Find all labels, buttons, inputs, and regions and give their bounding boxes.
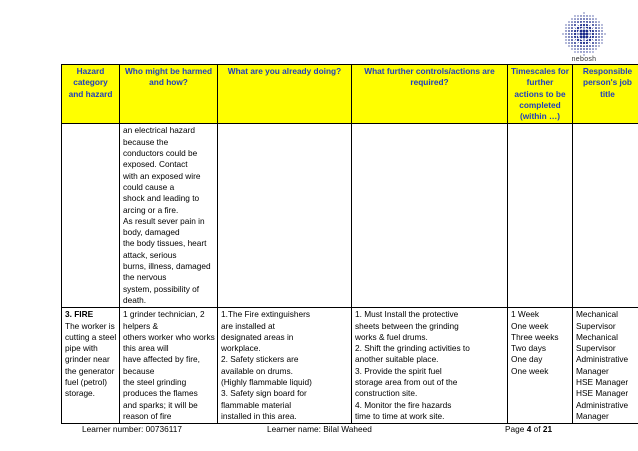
text-line: As result sever pain in xyxy=(123,215,205,226)
text-line: One day xyxy=(511,354,543,365)
cell-timescales xyxy=(508,308,573,424)
cell-already-doing xyxy=(218,124,352,308)
text-line: shock and leading to xyxy=(123,193,200,204)
text-line: the body tissues, heart xyxy=(123,238,207,249)
text-line: cutting a steel xyxy=(65,331,117,342)
text-line: the nervous xyxy=(123,272,167,283)
text-line: Supervisor xyxy=(576,320,616,331)
text-line: 1 grinder technician, 2 xyxy=(123,309,205,320)
hazard-title: 3. FIRE xyxy=(65,309,94,320)
text-line: 1 Week xyxy=(511,309,539,320)
text-line: (Highly flammable liquid) xyxy=(221,377,312,388)
cell-who-harmed xyxy=(120,308,218,424)
text-line: sheets between the grinding xyxy=(355,320,459,331)
table-row xyxy=(62,124,638,308)
text-line: Manager xyxy=(576,410,609,421)
text-line: this area will xyxy=(123,343,169,354)
text-line: and sparks; it will be xyxy=(123,399,198,410)
table-header-row xyxy=(62,65,638,124)
text-line: an electrical hazard xyxy=(123,125,195,136)
text-line: others worker who works xyxy=(123,331,215,342)
footer-learner-name: Learner name: Bilal Waheed xyxy=(267,424,372,434)
text-line: the steel grinding xyxy=(123,377,187,388)
text-line: One week xyxy=(511,365,549,376)
text-line: One week xyxy=(511,320,549,331)
text-line: time to time at work site. xyxy=(355,410,445,421)
footer-page-number: Page 4 of 21 xyxy=(505,424,553,434)
text-line: system, possibility of xyxy=(123,283,200,294)
text-line: have affected by fire, xyxy=(123,354,200,365)
text-line: 2. Safety stickers are xyxy=(221,354,299,365)
text-line: The worker is xyxy=(65,320,115,331)
text-line: exposed. Contact xyxy=(123,159,188,170)
text-line: because the xyxy=(123,136,169,147)
header-further-controls: What further controls/actions are required? xyxy=(352,65,508,124)
text-line: the generator xyxy=(65,365,115,376)
text-line: works & fuel drums. xyxy=(355,331,428,342)
text-line: available on drums. xyxy=(221,365,293,376)
text-line: death. xyxy=(123,294,147,305)
text-line: 1.The Fire extinguishers xyxy=(221,309,311,320)
text-line: could cause a xyxy=(123,181,175,192)
text-line: installed in this area. xyxy=(221,410,297,421)
cell-further-controls xyxy=(352,124,508,308)
text-line: helpers & xyxy=(123,320,159,331)
text-line: Mechanical xyxy=(576,331,618,342)
text-line: flammable material xyxy=(221,399,292,410)
text-line: Two days xyxy=(511,343,547,354)
cell-responsible xyxy=(573,308,638,424)
text-line: are installed at xyxy=(221,320,275,331)
table-row xyxy=(62,308,638,424)
text-line: pipe with xyxy=(65,343,98,354)
text-line: Manager xyxy=(576,365,609,376)
cell-already-doing xyxy=(218,308,352,424)
text-line: another suitable place. xyxy=(355,354,439,365)
text-line: HSE Manager xyxy=(576,377,629,388)
footer-learner-number: Learner number: 00736117 xyxy=(82,424,182,434)
text-line: 4. Monitor the fire hazards xyxy=(355,399,452,410)
header-timescales: Timescales for further actions to be completed (within …) xyxy=(508,65,573,124)
text-line: with an exposed wire xyxy=(123,170,201,181)
text-line: reason of fire xyxy=(123,410,172,421)
text-line: Administrative xyxy=(576,399,629,410)
text-line: because xyxy=(123,365,155,376)
text-line: 3. Provide the spirit fuel xyxy=(355,365,442,376)
text-line: Supervisor xyxy=(576,343,616,354)
cell-hazard xyxy=(62,124,120,308)
header-hazard: Hazard category and hazard xyxy=(62,65,120,124)
text-line: Administrative xyxy=(576,354,629,365)
cell-further-controls xyxy=(352,308,508,424)
text-line: 2. Shift the grinding activities to xyxy=(355,343,470,354)
header-already-doing: What are you already doing? xyxy=(218,65,352,124)
text-line: Mechanical xyxy=(576,309,618,320)
text-line: storage. xyxy=(65,388,95,399)
text-line: Three weeks xyxy=(511,331,559,342)
text-line: fuel (petrol) xyxy=(65,377,107,388)
text-line: attack, serious xyxy=(123,249,177,260)
text-line: 1. Must Install the protective xyxy=(355,309,459,320)
text-line: construction site. xyxy=(355,388,418,399)
text-line: conductors could be xyxy=(123,148,198,159)
text-line: grinder near xyxy=(65,354,110,365)
risk-assessment-table xyxy=(61,64,638,424)
text-line: body, damaged xyxy=(123,227,180,238)
text-line: storage area from out of the xyxy=(355,377,458,388)
text-line: burns, illness, damaged xyxy=(123,261,211,272)
text-line: HSE Manager xyxy=(576,388,629,399)
cell-timescales xyxy=(508,124,573,308)
header-responsible: Responsible person's job title xyxy=(573,65,638,124)
logo-wordmark: nebosh xyxy=(571,56,597,63)
text-line: produces the flames xyxy=(123,388,198,399)
text-line: 3. Safety sign board for xyxy=(221,388,307,399)
cell-hazard xyxy=(62,308,120,424)
cell-who-harmed xyxy=(120,124,218,308)
header-who-harmed: Who might be harmed and how? xyxy=(120,65,218,124)
text-line: workplace. xyxy=(221,343,261,354)
text-line: arcing or a fire. xyxy=(123,204,179,215)
cell-responsible xyxy=(573,124,638,308)
text-line: designated areas in xyxy=(221,331,294,342)
